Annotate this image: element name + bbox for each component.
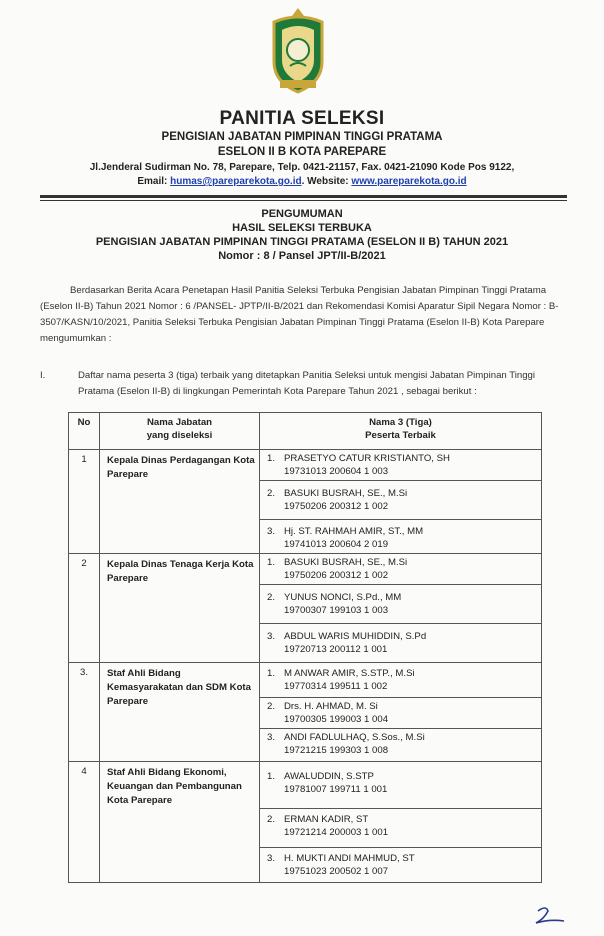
announcement-title: PENGISIAN JABATAN PIMPINAN TINGGI PRATAMA (ESELON II B) TAHUN 2021 — [95, 236, 509, 248]
section-number: I. — [40, 370, 46, 381]
announcement-heading: PENGUMUMAN — [261, 208, 343, 220]
candidate-item: 2. YUNUS NONCI, S.Pd., MM 19700307 199103 1 003 — [260, 585, 541, 624]
candidate-item: 1. PRASETYO CATUR KRISTIANTO, SH 19731013 200604 1 003 — [260, 450, 541, 481]
row-jabatan: Staf Ahli Bidang Kemasyarakatan dan SDM Kota Parepare — [100, 663, 260, 762]
row-jabatan: Kepala Dinas Perdagangan Kota Parepare — [100, 450, 260, 554]
candidate-item: 3. Hj. ST. RAHMAH AMIR, ST., MM 19741013 200604 2 019 — [267, 526, 424, 550]
candidate-item: 2. ERMAN KADIR, ST 19721214 200003 1 001 — [260, 809, 541, 848]
row-jabatan: Staf Ahli Bidang Ekonomi, Keuangan dan Pembangunan Kota Parepare — [100, 762, 260, 883]
candidate-item: 1. BASUKI BUSRAH, SE., M.Si 19750206 200312 1 002 — [260, 554, 541, 585]
announcement-number: Nomor : 8 / Pansel JPT/II-B/2021 — [218, 250, 386, 262]
row-candidates — [260, 554, 542, 663]
website-link[interactable]: www.pareparekota.go.id — [351, 176, 467, 187]
candidate-item: 3. ANDI FADLULHAQ, S.Sos., M.Si 19721215 199303 1 008 — [267, 732, 425, 756]
table-row — [69, 762, 542, 883]
header-jabatan: Nama Jabatan yang diseleksi — [100, 413, 260, 450]
table-row — [69, 554, 542, 663]
row-candidates — [260, 663, 542, 762]
header-subtitle-1: PENGISIAN JABATAN PIMPINAN TINGGI PRATAMA — [161, 131, 443, 143]
city-emblem-logo — [266, 6, 330, 94]
announcement-subheading: HASIL SELEKSI TERBUKA — [232, 222, 372, 234]
email-link[interactable]: humas@pareparekota.go.id — [170, 176, 302, 187]
results-table — [68, 412, 542, 883]
candidate-item: 1. AWALUDDIN, S.STP 19781007 199711 1 001 — [260, 762, 541, 809]
header-no: No — [69, 413, 100, 450]
row-number: 4 — [69, 762, 100, 883]
candidate-item: 3. ABDUL WARIS MUHIDDIN, S.Pd 19720713 200112 1 001 — [267, 631, 427, 655]
table-row — [69, 663, 542, 762]
header-title: PANITIA SELEKSI — [219, 108, 385, 129]
row-candidates — [260, 450, 542, 554]
header-subtitle-2: ESELON II B KOTA PAREPARE — [217, 146, 387, 158]
candidate-item: 1. M ANWAR AMIR, S.STP., M.Si 19770314 199511 1 002 — [260, 663, 541, 698]
row-candidates — [260, 762, 542, 883]
row-number: 3. — [69, 663, 100, 762]
row-number: 2 — [69, 554, 100, 663]
section-text: Daftar nama peserta 3 (tiga) terbaik yang ditetapkan Panitia Seleksi untuk mengisi Jabatan Pimpinan Tinggi Pratama (Eselon II-B) di lingkungan Pemerintah Kota Parepare Tahun 2021 , sebagai berikut : — [78, 370, 536, 397]
row-jabatan: Kepala Dinas Tenaga Kerja Kota Parepare — [100, 554, 260, 663]
candidate-item: 2. Drs. H. AHMAD, M. Si 19700305 199003 1 004 — [260, 698, 541, 729]
header-peserta: Nama 3 (Tiga) Peserta Terbaik — [260, 413, 542, 450]
intro-paragraph: Berdasarkan Berita Acara Penetapan Hasil Panitia Seleksi Terbuka Pengisian Jabatan Pimpinan Tinggi Pratama (Eselon II-B) Tahun 2021 Nomor : 6 /PANSEL- JPTP/II-B/2021 dan Rekomendasi Komisi Aparatur Sipil Negara Nomor : B-3507/KASN/10/2021, Panitia Seleksi Terbuka Pengisian Jabatan Pimpinan Tinggi Pratama (Eselon II-B) Kota Parepare mengumumkan : — [40, 285, 559, 344]
table-row — [69, 450, 542, 554]
row-number: 1 — [69, 450, 100, 554]
email-label: Email: — [137, 176, 171, 187]
candidate-item: 3. H. MUKTI ANDI MAHMUD, ST 19751023 200502 1 007 — [267, 853, 415, 877]
header-contact — [0, 176, 604, 187]
header-rule-thin — [40, 200, 567, 201]
candidate-item: 2. BASUKI BUSRAH, SE., M.Si 19750206 200312 1 002 — [260, 481, 541, 520]
header-rule-thick — [40, 195, 567, 198]
header-address: Jl.Jenderal Sudirman No. 78, Parepare, Telp. 0421-21157, Fax. 0421-21090 Kode Pos 9122, — [89, 162, 515, 173]
table-header-row — [69, 413, 542, 450]
paraf-signature — [532, 905, 568, 927]
website-label: . Website: — [301, 176, 352, 187]
